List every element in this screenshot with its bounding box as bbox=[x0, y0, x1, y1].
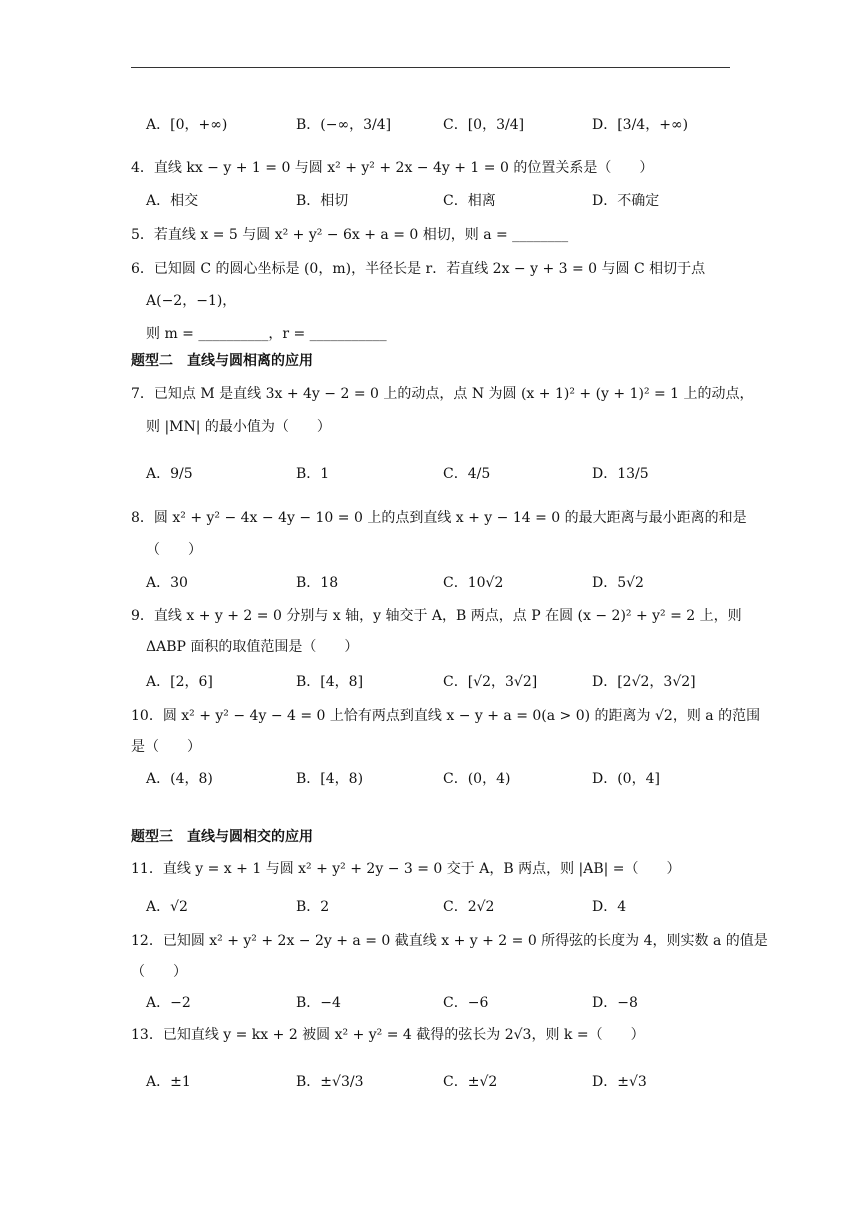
q8-option-c: C．10√2 bbox=[443, 575, 504, 591]
q3-option-a: A．[0，+∞) bbox=[146, 117, 228, 133]
q8-option-d: D．5√2 bbox=[592, 575, 644, 591]
q4-option-a: A．相交 bbox=[146, 193, 199, 209]
q4-option-d: D．不确定 bbox=[592, 193, 660, 209]
q11-option-c: C．2√2 bbox=[443, 899, 495, 915]
q12-options bbox=[146, 993, 730, 1013]
q7-option-a: A．9/5 bbox=[146, 466, 193, 482]
q10-option-c: C．(0，4) bbox=[443, 771, 511, 787]
q9-options bbox=[146, 672, 730, 692]
header-rule bbox=[131, 67, 730, 68]
q7-option-d: D．13/5 bbox=[592, 466, 649, 482]
q12-option-a: A．−2 bbox=[146, 995, 191, 1011]
q7-stem-line1: 7．已知点 M 是直线 3x + 4y − 2 = 0 上的动点，点 N 为圆 (x + 1)² + (y + 1)² = 1 上的动点， bbox=[131, 386, 754, 402]
section-heading-2: 题型二 直线与圆相离的应用 bbox=[131, 353, 313, 369]
q5-stem: 5．若直线 x = 5 与圆 x² + y² − 6x + a = 0 相切，则 a = ________ bbox=[131, 227, 569, 243]
q8-option-b: B．18 bbox=[296, 575, 339, 591]
q11-option-d: D．4 bbox=[592, 899, 627, 915]
q10-option-a: A．(4，8) bbox=[146, 771, 213, 787]
q8-stem-line2: （ ） bbox=[146, 542, 202, 558]
q3-option-b: B．(−∞，3/4] bbox=[296, 117, 392, 133]
q4-option-c: C．相离 bbox=[443, 193, 496, 209]
q13-option-d: D．±√3 bbox=[592, 1074, 647, 1090]
section-heading-3: 题型三 直线与圆相交的应用 bbox=[131, 829, 313, 845]
q6-stem-line2: A(−2，−1)， bbox=[146, 293, 237, 309]
q7-option-c: C．4/5 bbox=[443, 466, 491, 482]
q7-option-b: B．1 bbox=[296, 466, 330, 482]
q12-stem-line1: 12．已知圆 x² + y² + 2x − 2y + a = 0 截直线 x + y + 2 = 0 所得弦的长度为 4，则实数 a 的值是 bbox=[131, 933, 768, 949]
q10-option-d: D．(0，4] bbox=[592, 771, 660, 787]
q9-option-c: C．[√2，3√2] bbox=[443, 674, 538, 690]
q12-option-d: D．−8 bbox=[592, 995, 638, 1011]
q8-option-a: A．30 bbox=[146, 575, 188, 591]
q4-option-b: B．相切 bbox=[296, 193, 349, 209]
q7-stem-line2: 则 |MN| 的最小值为（ ） bbox=[146, 419, 331, 435]
q6-stem-line3: 则 m = __________，r = ___________ bbox=[146, 326, 387, 342]
q12-option-b: B．−4 bbox=[296, 995, 341, 1011]
q4-stem: 4．直线 kx − y + 1 = 0 与圆 x² + y² + 2x − 4y + 1 = 0 的位置关系是（ ） bbox=[131, 160, 654, 176]
q11-options bbox=[146, 897, 730, 917]
q6-stem-line1: 6．已知圆 C 的圆心坐标是 (0，m)，半径长是 r．若直线 2x − y + 3 = 0 与圆 C 相切于点 bbox=[131, 261, 706, 277]
q13-option-a: A．±1 bbox=[146, 1074, 191, 1090]
q8-stem-line1: 8．圆 x² + y² − 4x − 4y − 10 = 0 上的点到直线 x + y − 14 = 0 的最大距离与最小距离的和是 bbox=[131, 510, 747, 526]
q9-option-b: B．[4，8] bbox=[296, 674, 364, 690]
q7-options bbox=[146, 464, 730, 484]
q8-options bbox=[146, 573, 730, 593]
q13-option-b: B．±√3/3 bbox=[296, 1074, 364, 1090]
q9-option-a: A．[2，6] bbox=[146, 674, 213, 690]
q12-stem-line2: （ ） bbox=[131, 964, 187, 980]
q11-option-b: B．2 bbox=[296, 899, 330, 915]
q9-stem-line2: ΔABP 面积的取值范围是（ ） bbox=[146, 639, 359, 655]
q13-option-c: C．±√2 bbox=[443, 1074, 498, 1090]
q13-options bbox=[146, 1072, 730, 1092]
q3-option-c: C．[0，3/4] bbox=[443, 117, 525, 133]
q10-stem-line2: 是（ ） bbox=[131, 739, 201, 755]
q9-stem-line1: 9．直线 x + y + 2 = 0 分别与 x 轴，y 轴交于 A，B 两点，点 P 在圆 (x − 2)² + y² = 2 上，则 bbox=[131, 608, 742, 624]
q9-option-d: D．[2√2，3√2] bbox=[592, 674, 696, 690]
q4-options bbox=[146, 191, 730, 211]
q13-stem: 13．已知直线 y = kx + 2 被圆 x² + y² = 4 截得的弦长为 2√3，则 k =（ ） bbox=[131, 1027, 645, 1043]
q3-option-d: D．[3/4，+∞) bbox=[592, 117, 689, 133]
q11-option-a: A．√2 bbox=[146, 899, 188, 915]
q3-options bbox=[146, 115, 730, 135]
q12-option-c: C．−6 bbox=[443, 995, 489, 1011]
q11-stem: 11．直线 y = x + 1 与圆 x² + y² + 2y − 3 = 0 交于 A，B 两点，则 |AB| =（ ） bbox=[131, 861, 681, 877]
q10-options bbox=[146, 769, 730, 789]
q10-option-b: B．[4，8) bbox=[296, 771, 364, 787]
q10-stem-line1: 10．圆 x² + y² − 4y − 4 = 0 上恰有两点到直线 x − y + a = 0(a > 0) 的距离为 √2，则 a 的范围 bbox=[131, 708, 761, 724]
